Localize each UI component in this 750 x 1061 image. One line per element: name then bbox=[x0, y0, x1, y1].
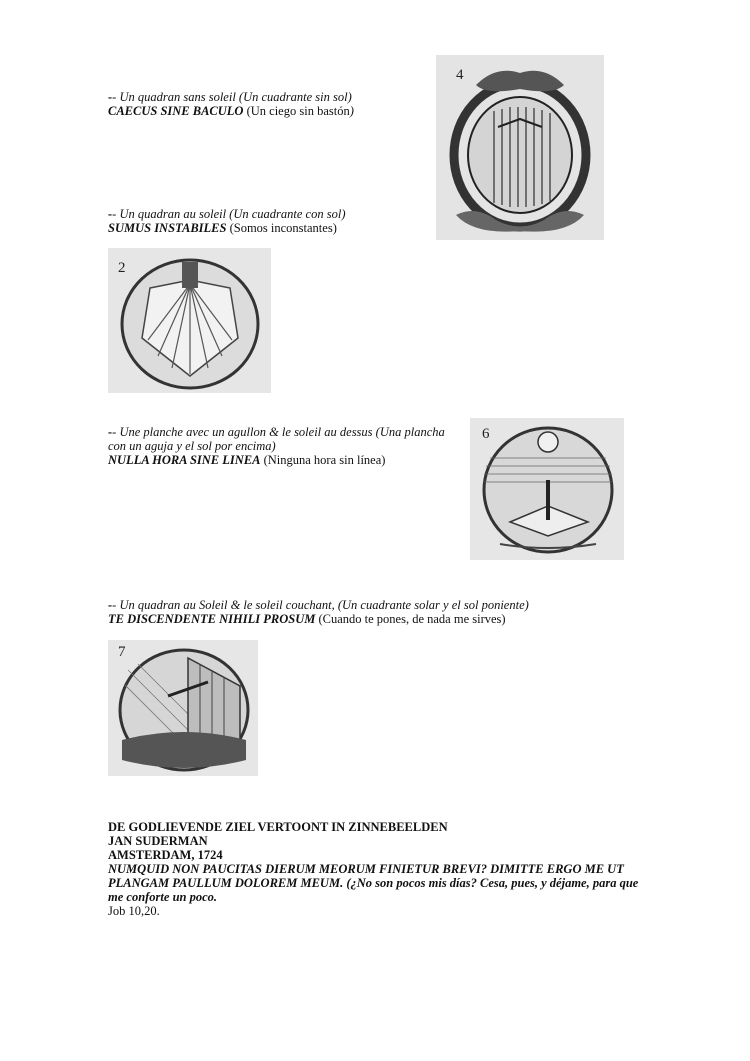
emblem-4-translation: (Cuando te pones, de nada me sirves) bbox=[315, 612, 506, 626]
emblem-figure-7 bbox=[108, 640, 258, 776]
emblem-3-description: -- Une planche avec un agullon & le soleil au dessus (Una plancha bbox=[108, 425, 445, 439]
emblem-1-motto-line: CAECUS SINE BACULO (Un ciego sin bastón) bbox=[108, 104, 354, 118]
emblem-3-motto: NULLA HORA SINE LINEA bbox=[108, 453, 261, 467]
engraving-round-sundial bbox=[108, 248, 271, 393]
book-author: JAN SUDERMAN bbox=[108, 834, 208, 848]
book-place-year: AMSTERDAM, 1724 bbox=[108, 848, 223, 862]
emblem-figure-4 bbox=[436, 55, 604, 240]
engraving-setting-sun-sundial bbox=[108, 640, 258, 776]
emblem-1-motto: CAECUS SINE BACULO bbox=[108, 104, 244, 118]
emblem-2-translation: (Somos inconstantes) bbox=[226, 221, 337, 235]
latin-quote-line-1: NUMQUID NON PAUCITAS DIERUM MEORUM FINIETUR BREVI? DIMITTE ERGO ME UT bbox=[108, 862, 624, 876]
spanish-quote-line-2: (¿No son pocos mis días? Cesa, pues, y déjame, para que bbox=[343, 876, 639, 890]
emblem-2-motto-line bbox=[108, 221, 337, 236]
latin-quote-line-2: PLANGAM PAULLUM DOLOREM MEUM. bbox=[108, 876, 344, 890]
bible-reference: Job 10,20. bbox=[108, 904, 160, 918]
figure-number: 4 bbox=[456, 67, 464, 83]
book-title: DE GODLIEVENDE ZIEL VERTOONT IN ZINNEBEELDEN bbox=[108, 820, 448, 834]
emblem-figure-6 bbox=[470, 418, 624, 560]
emblem-4-motto-line bbox=[108, 612, 506, 627]
emblem-3-motto-line bbox=[108, 453, 385, 468]
emblem-3-description-cont: con un aguja y el sol por encima) bbox=[108, 439, 276, 453]
emblem-2-motto: SUMUS INSTABILES bbox=[108, 221, 227, 235]
figure-number: 7 bbox=[118, 644, 126, 660]
figure-number: 6 bbox=[482, 426, 490, 442]
figure-number: 2 bbox=[118, 260, 126, 276]
spanish-quote-line-3: me conforte un poco. bbox=[108, 890, 218, 904]
emblem-1-translation: (Un ciego sin bastón bbox=[243, 104, 350, 118]
emblem-1-description: -- Un quadran sans soleil (Un cuadrante sin sol) bbox=[108, 90, 352, 104]
emblem-figure-2 bbox=[108, 248, 271, 393]
emblem-4-motto: TE DISCENDENTE NIHILI PROSUM bbox=[108, 612, 316, 626]
emblem-4-description: -- Un quadran au Soleil & le soleil couchant, (Un cuadrante solar y el sol poniente) bbox=[108, 598, 529, 612]
quote-line-2 bbox=[108, 876, 638, 891]
engraving-oval-frame-sundial bbox=[436, 55, 604, 240]
emblem-3-translation: (Ninguna hora sin línea) bbox=[260, 453, 386, 467]
engraving-plank-sun bbox=[470, 418, 624, 560]
emblem-2-description: -- Un quadran au soleil (Un cuadrante con sol) bbox=[108, 207, 346, 221]
